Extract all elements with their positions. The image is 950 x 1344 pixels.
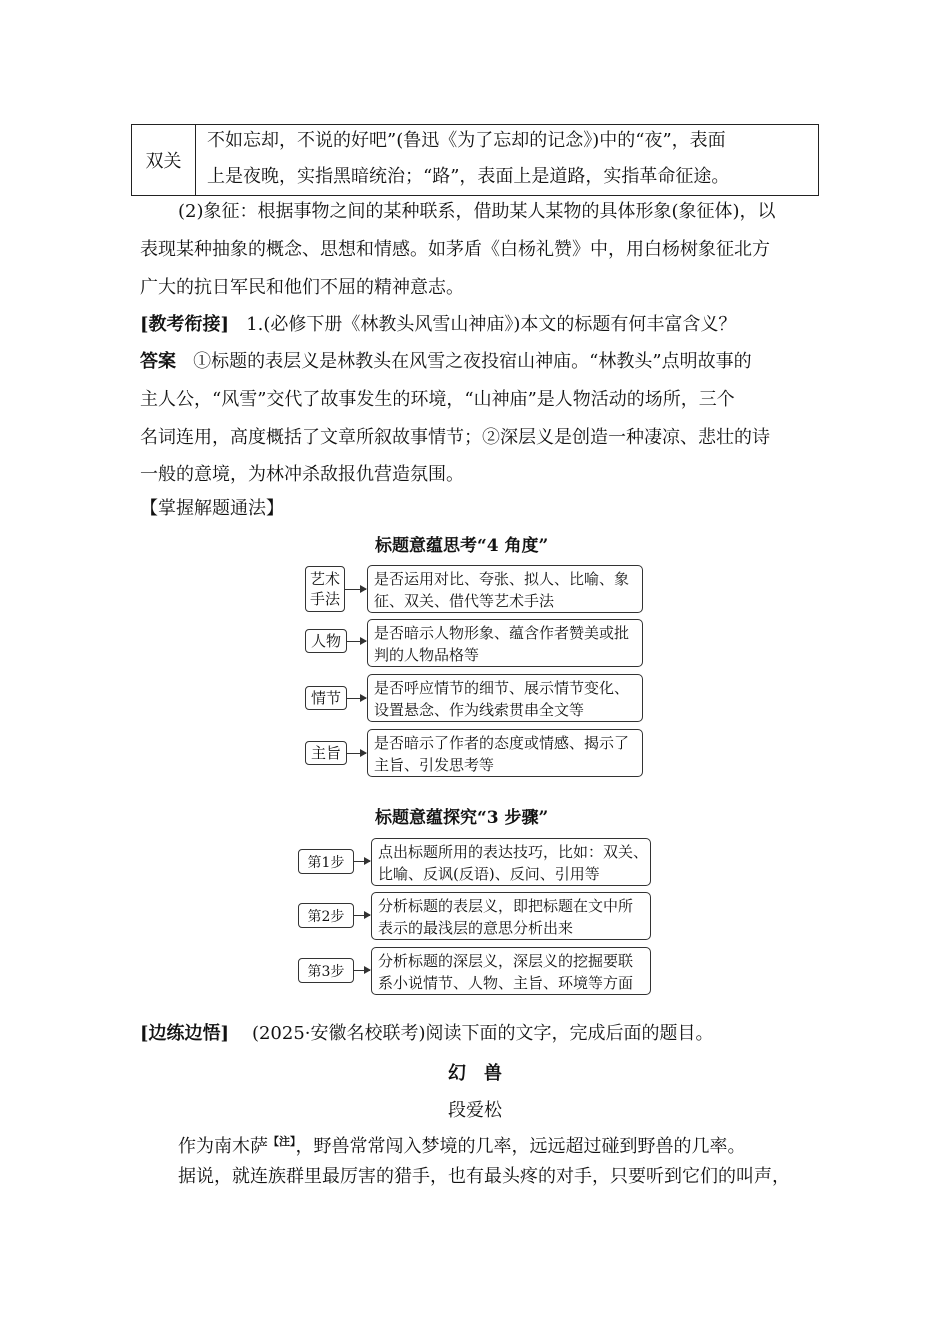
diagram1-box-art-l2: 征、双关、借代等艺术手法 xyxy=(374,592,555,610)
diagram1-title: 标题意蕴思考“4 角度” xyxy=(375,536,549,556)
diagram1-arrow xyxy=(347,641,366,642)
story-p1-a: 作为南木萨 xyxy=(178,1136,268,1157)
diagram1-box-character xyxy=(367,619,643,667)
table-label: 双关 xyxy=(132,125,196,195)
diagram2-title: 标题意蕴探究“3 步骤” xyxy=(375,808,549,828)
table-cell-line2: 上是夜晚，实指黑暗统治；“路”，表面上是道路，实指革命征途。 xyxy=(207,166,730,187)
answer-line1 xyxy=(140,350,820,374)
diagram1-tag-plot: 情节 xyxy=(305,686,347,710)
symbol-line3: 广大的抗日军民和他们不屈的精神意志。 xyxy=(140,277,464,298)
diagram1-box-character-l2: 判的人物品格等 xyxy=(374,646,480,664)
answer-tag: 答案 xyxy=(140,351,176,372)
practice-line xyxy=(140,1022,820,1046)
diagram2-box-step2-l2: 表示的最浅层的意思分析出来 xyxy=(378,919,574,937)
diagram2-box-step1-l2: 比喻、反讽(反语)、反问、引用等 xyxy=(378,865,600,883)
diagram2-arrow xyxy=(354,861,370,862)
diagram1-box-art xyxy=(367,565,643,613)
note-marker: 【注】 xyxy=(268,1135,296,1148)
answer-line2: 主人公，“风雪”交代了故事发生的环境，“山神庙”是人物活动的场所，三个 xyxy=(140,389,735,410)
practice-text: (2025·安徽名校联考)阅读下面的文字，完成后面的题目。 xyxy=(251,1023,714,1044)
shuangguan-table xyxy=(131,124,819,196)
symbol-line2: 表现某种抽象的概念、思想和情感。如茅盾《白杨礼赞》中，用白杨树象征北方 xyxy=(140,239,770,260)
diagram1-box-theme xyxy=(367,729,643,777)
diagram1-tag-character: 人物 xyxy=(305,629,347,653)
story-paragraph-1 xyxy=(178,1130,828,1159)
diagram1-box-plot-l1: 是否呼应情节的细节、展示情节变化、 xyxy=(374,679,630,697)
diagram2-box-step3-l2: 系小说情节、人物、主旨、环境等方面 xyxy=(378,974,634,992)
diagram1-box-art-l1: 是否运用对比、夸张、拟人、比喻、象 xyxy=(374,570,630,588)
diagram1-arrow xyxy=(347,753,366,754)
diagram2-box-step3 xyxy=(371,947,651,995)
diagram2-tag-step1: 第1步 xyxy=(298,849,354,874)
diagram2-box-step2-l1: 分析标题的表层义，即把标题在文中所 xyxy=(378,897,634,915)
diagram1-tag-theme: 主旨 xyxy=(305,741,347,765)
diagram1-tag-art-line1: 艺术 xyxy=(309,570,340,588)
diagram1-box-character-l1: 是否暗示人物形象、蕴含作者赞美或批 xyxy=(374,624,630,642)
answer-line3: 名词连用，高度概括了文章所叙故事情节；②深层义是创造一种凄凉、悲壮的诗 xyxy=(140,427,770,448)
diagram1-box-theme-l1: 是否暗示了作者的态度或情感、揭示了 xyxy=(374,734,630,752)
link-question-line xyxy=(140,313,820,337)
diagram2-tag-step3: 第3步 xyxy=(298,958,354,983)
diagram1-arrow xyxy=(345,589,366,590)
diagram2-box-step3-l1: 分析标题的深层义，深层义的挖掘要联 xyxy=(378,952,634,970)
practice-tag: [边练边悟] xyxy=(140,1023,230,1044)
diagram1-box-plot xyxy=(367,674,643,722)
answer-text1: ①标题的表层义是林教头在风雪之夜投宿山神庙。“林教头”点明故事的 xyxy=(193,351,752,372)
diagram2-arrow xyxy=(354,970,370,971)
diagram1-arrow xyxy=(347,698,366,699)
table-cell-line1: 不如忘却，不说的好吧”(鲁迅《为了忘却的记念》)中的“夜”，表面 xyxy=(207,130,726,151)
symbol-line1: (2)象征：根据事物之间的某种联系，借助某人某物的具体形象(象征体)，以 xyxy=(178,201,776,222)
story-p1-b: ，野兽常常闯入梦境的几率，远远超过碰到野兽的几率。 xyxy=(295,1136,746,1157)
diagram2-tag-step2: 第2步 xyxy=(298,903,354,928)
diagram1-tag-art-line2: 手法 xyxy=(309,590,340,608)
story-author: 段爱松 xyxy=(448,1100,502,1121)
diagram1-box-plot-l2: 设置悬念、作为线索贯串全文等 xyxy=(374,701,585,719)
diagram1-tag-art xyxy=(305,566,345,612)
story-paragraph-2: 据说，就连族群里最厉害的猎手，也有最头疼的对手，只要听到它们的叫声， xyxy=(178,1166,790,1187)
diagram2-box-step2 xyxy=(371,892,651,940)
answer-line4: 一般的意境，为林冲杀敌报仇营造氛围。 xyxy=(140,464,464,485)
diagram2-arrow xyxy=(354,915,370,916)
link-question: 1.(必修下册《林教头风雪山神庙》)本文的标题有何丰富含义？ xyxy=(246,314,737,335)
diagram2-box-step1 xyxy=(371,838,651,886)
link-tag: [教考衔接] xyxy=(140,314,230,335)
story-title: 幻 兽 xyxy=(448,1063,502,1084)
diagram1-box-theme-l2: 主旨、引发思考等 xyxy=(374,756,495,774)
diagram2-box-step1-l1: 点出标题所用的表达技巧，比如：双关、 xyxy=(378,843,649,861)
method-heading: 【掌握解题通法】 xyxy=(140,498,284,519)
